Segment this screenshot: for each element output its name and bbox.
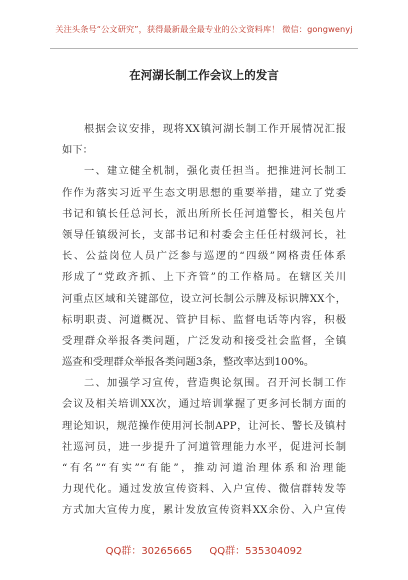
header-divider: [50, 48, 358, 49]
qq-group-1: QQ群：30265665: [105, 546, 193, 557]
text-line: 巡查和受理群众举报各类问题3条，整改率达到100%。: [62, 356, 315, 369]
paragraph-section-two: [62, 373, 346, 521]
qq-group-2: QQ群：535304092: [209, 546, 303, 557]
header-banner: 关注头条号“公文研究”，获得最新最全最专业的公文资料库！ 微信：gongwenyj: [55, 24, 353, 34]
text-line: 社巡河员，进一步提升了河道管理能力水平，促进河长制: [62, 440, 346, 453]
text-line: 长、公益岗位人员广泛参与巡逻的“四级”网格责任体系: [62, 250, 346, 263]
text-line: 方式加大宣传力度，累计发放宣传资料XX余份、入户宣传: [62, 504, 346, 517]
text-line: 根据会议安排，现将XX镇河湖长制工作开展情况汇报: [84, 123, 346, 135]
document-title: 在河湖长制工作会议上的发言: [129, 68, 279, 82]
paragraph-section-one: [62, 161, 346, 373]
paragraph-intro: [62, 119, 346, 161]
text-line: 二、加强学习宣传，营造舆论氛围。召开河长制工作: [84, 377, 346, 390]
text-line: 形成了“党政齐抓、上下齐管”的工作格局。在辖区关川: [62, 271, 346, 284]
text-line: 力现代化。通过发放宣传资料、入户宣传、微信群转发等: [62, 483, 346, 496]
footer-contact: [0, 542, 408, 557]
text-line: “有名”“有实”“有能”，推动河道治理体系和治理能: [62, 462, 346, 474]
text-line: 书记和镇长任总河长，派出所所长任河道警长，相关包片: [62, 207, 346, 220]
text-line: 一、建立健全机制，强化责任担当。把推进河长制工: [84, 165, 346, 178]
text-line: 作作为落实习近平生态文明思想的重要举措，建立了党委: [62, 186, 346, 199]
text-line: 如下：: [62, 144, 93, 157]
text-line: 领导任镇级河长，支部书记和村委会主任任村级河长，社: [62, 228, 346, 241]
text-line: 标明职责、河道概况、管护目标、监督电话等内容，积极: [62, 313, 346, 326]
text-line: 受理群众举报各类问题，广泛发动和接受社会监督，全镇: [62, 334, 346, 347]
document-body: [62, 119, 346, 522]
text-line: 理论知识，规范操作使用河长制APP，让河长、警长及镇村: [62, 419, 346, 432]
text-line: 河重点区域和关键部位，设立河长制公示牌及标识牌XX个，: [62, 292, 346, 305]
text-line: 会议及相关培训XX次，通过培训掌握了更多河长制方面的: [62, 398, 346, 411]
